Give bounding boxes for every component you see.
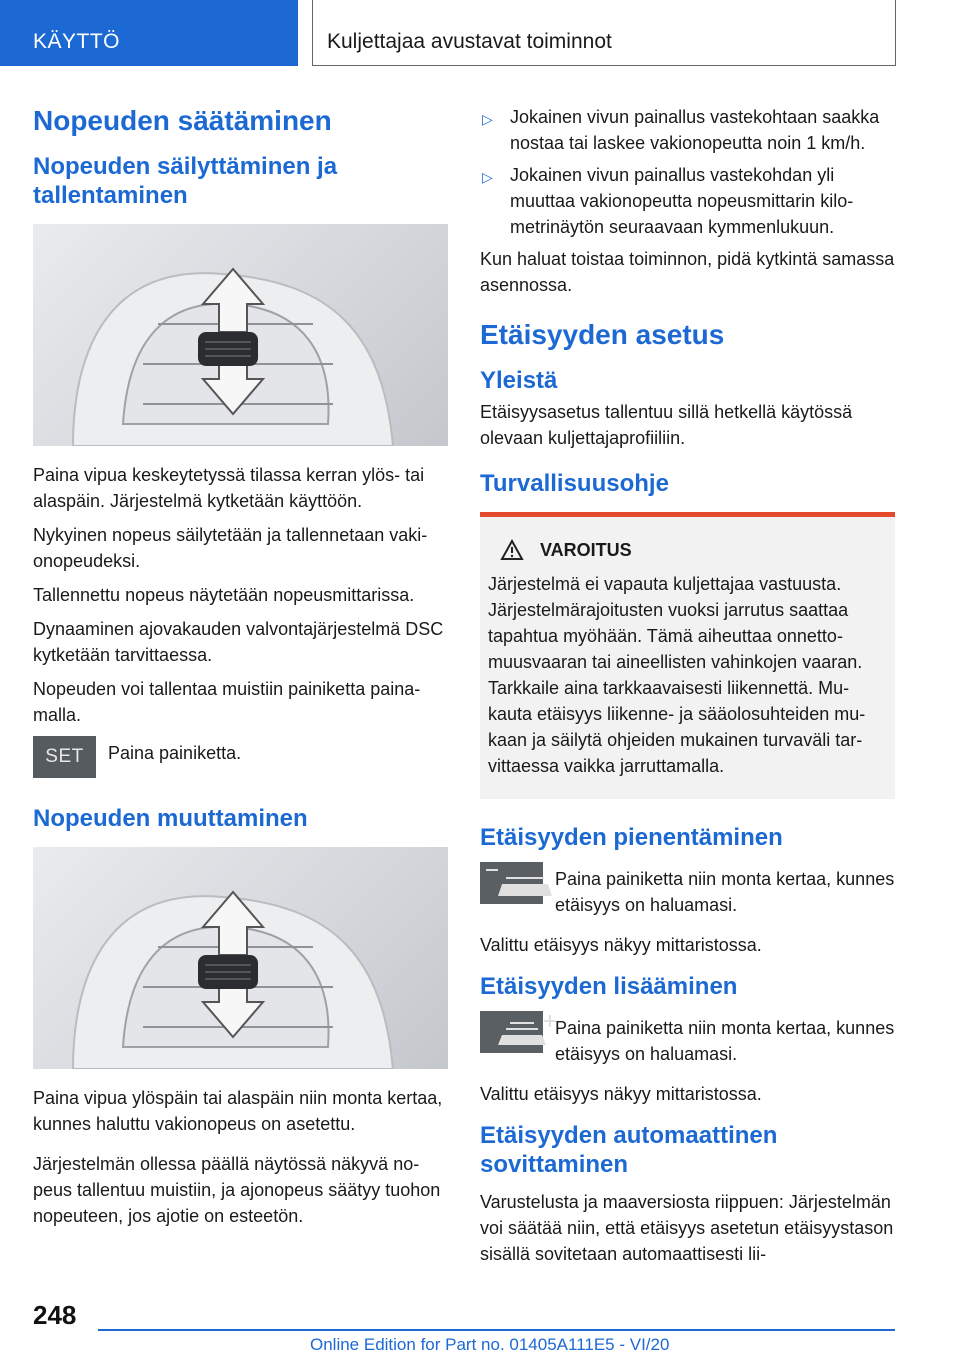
paragraph: Kun haluat toistaa toiminnon, pidä kytkintä samassa asennossa. [480,249,895,295]
paragraph: Etäisyysasetus tallentuu sillä hetkellä käytössä olevaan kuljettajaprofiiliin. [480,402,853,448]
paragraph: Valittu etäisyys näkyy mittaristossa. [480,1084,762,1104]
section-heading-speed: Nopeuden säätäminen [33,105,332,136]
warning-text: Järjestelmä ei vapauta kuljettajaa vastuusta. Järjestelmärajoitusten vuoksi jarrutus saattaa tapahtua myöhään. Tämä aiheuttaa onnettomuusvaaran tai aineellisten vahinkojen vaaran. Tarkkaile aina tarkkaavaisesti liikennettä. Mukauta etäisyys liikenne- ja sääolosuhteiden mukaan ja säilytä ohjeiden mukainen turvaväli tarvittaessa vaikka jarruttamalla. [488,574,866,776]
section-tab: KÄYTTÖ [0,0,298,66]
paragraph: Paina vipua keskeytetyssä tilassa kerran ylös- tai alaspäin. Järjestelmä kytketään käyttöön. [33,465,425,511]
increase-button-row [480,1011,895,1067]
paragraph: Nykyinen nopeus säilytetään ja tallennetaan vakionopeudeksi. [33,525,428,571]
paragraph: Dynaaminen ajovakauden valvontajärjestelmä DSC kytketään tarvittaessa. [33,619,444,665]
paragraph: Valittu etäisyys näkyy mittaristossa. [480,935,762,955]
section-heading-distance: Etäisyyden asetus [480,319,725,350]
footer-divider [98,1329,895,1331]
paragraph: Varustelusta ja maaversiosta riippuen: Järjestelmän voi säätää niin, että etäisyys asetetun etäisyystason sisällä sovitetaan automaattisesti lii- [480,1192,894,1264]
list-item: ▷ Jokainen vivun painallus vastekohtaan saakka nostaa tai laskee vakionopeutta noin 1 km/h. [482,107,880,153]
bullet-list [480,104,895,240]
warning-triangle-icon [500,539,524,561]
left-column [33,96,448,1237]
subheading-keep-speed: Nopeuden säilyttäminen ja tallentaminen [33,153,338,209]
subheading-safety: Turvallisuusohje [480,470,669,497]
steering-wheel-lever-photo-2 [33,847,448,1069]
set-button-row [33,736,448,778]
distance-decrease-icon [480,862,543,904]
subheading-increase-distance: Etäisyyden lisääminen [480,973,738,1000]
subheading-general: Yleistä [480,367,558,394]
set-instruction: Paina painiketta. [108,743,242,763]
list-item: ▷ Jokainen vivun painallus vastekohdan yli muuttaa vakionopeutta nopeusmittarin kilometrinäytön seuraavaan kymmenlukuun. [482,165,854,237]
paragraph: Paina vipua ylöspäin tai alaspäin niin monta kertaa, kunnes haluttu vakionopeus on asetettu. [33,1088,443,1134]
chapter-tab: Kuljettajaa avustavat toiminnot [312,0,896,66]
decrease-instruction: Paina painiketta niin monta kertaa, kunnes etäisyys on haluamasi. [555,869,895,915]
subheading-change-speed: Nopeuden muuttaminen [33,805,308,832]
warning-title: VAROITUS [540,539,632,560]
set-button-icon: SET [33,736,96,778]
paragraph: Tallennettu nopeus näytetään nopeusmittarissa. [33,585,415,605]
triangle-bullet-icon: ▷ [482,111,493,127]
page-number: 248 [33,1300,77,1330]
distance-increase-icon [480,1011,543,1053]
paragraph: Nopeuden voi tallentaa muistiin painiketta painamalla. [33,679,421,725]
triangle-bullet-icon: ▷ [482,169,493,185]
edition-link[interactable]: Online Edition for Part no. 01405A111E5 - VI/20 [310,1335,670,1354]
page-header [0,0,960,66]
increase-instruction: Paina painiketta niin monta kertaa, kunnes etäisyys on haluamasi. [555,1018,895,1064]
warning-header [500,539,885,561]
right-column [480,104,895,1275]
subheading-auto-distance: Etäisyyden automaattinen sovittaminen [480,1122,778,1178]
steering-wheel-lever-photo [33,224,448,446]
paragraph: Järjestelmän ollessa päällä näytössä näkyvä nopeus tallentuu muistiin, ja ajonopeus säätyy tuohon nopeuteen, jos ajotie on esteetön. [33,1154,441,1226]
decrease-button-row [480,862,895,918]
subheading-decrease-distance: Etäisyyden pienentäminen [480,824,783,851]
warning-box [480,512,895,799]
